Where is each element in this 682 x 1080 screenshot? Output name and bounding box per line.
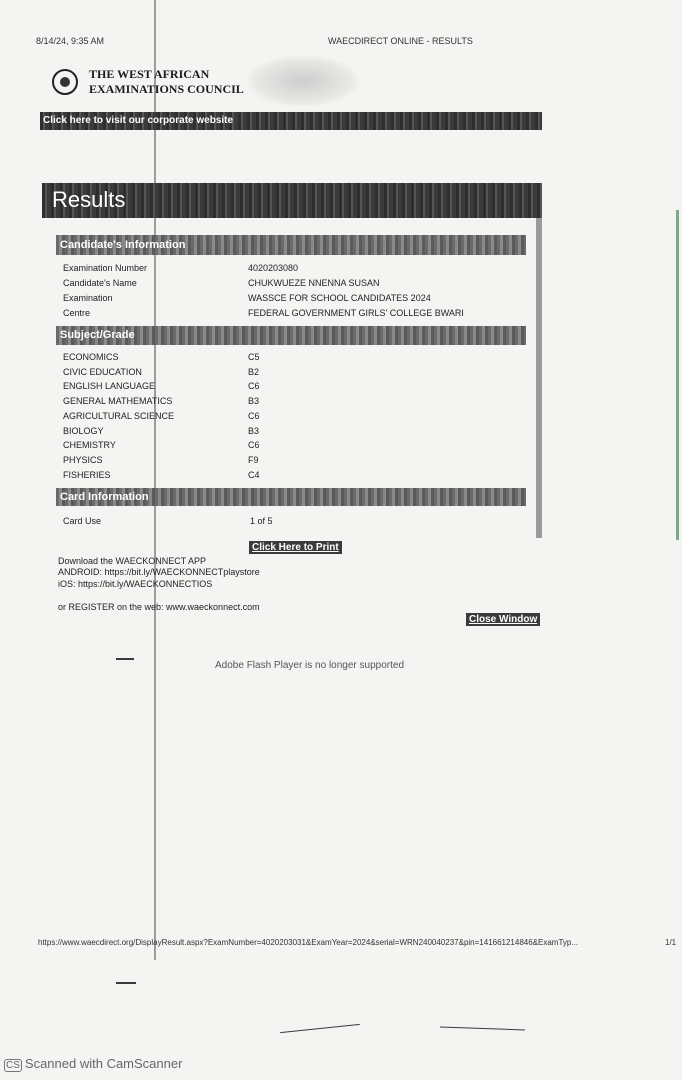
scan-mark bbox=[116, 982, 136, 984]
subject-grade: F9 bbox=[248, 454, 259, 465]
subject-name: AGRICULTURAL SCIENCE bbox=[63, 410, 175, 421]
print-page-title: WAECDIRECT ONLINE - RESULTS bbox=[328, 36, 473, 46]
logo-photo-smudge bbox=[248, 56, 358, 106]
results-heading: Results bbox=[52, 187, 126, 212]
android-link[interactable]: ANDROID: https://bit.ly/WAECKONNECTplaystore bbox=[58, 567, 260, 577]
scan-artifact-right bbox=[676, 210, 679, 540]
subject-name: GENERAL MATHEMATICS bbox=[63, 396, 173, 407]
subject-section-title: Subject/Grade bbox=[60, 329, 135, 341]
card-use-value: 1 of 5 bbox=[250, 516, 273, 526]
subject-grade: C4 bbox=[248, 469, 260, 480]
logo-title-line1: THE WEST AFRICAN bbox=[89, 67, 210, 81]
ios-link[interactable]: iOS: https://bit.ly/WAECKONNECTIOS bbox=[58, 579, 213, 589]
register-web-link[interactable]: or REGISTER on the web: www.waeckonnect.com bbox=[58, 602, 260, 612]
examination-label: Examination bbox=[63, 293, 113, 303]
app-download-line: Download the WAECKONNECT APP bbox=[58, 556, 207, 566]
results-header-bar bbox=[42, 183, 542, 218]
examination-value: WASSCE FOR SCHOOL CANDIDATES 2024 bbox=[248, 293, 431, 303]
card-use-label: Card Use bbox=[63, 516, 102, 526]
subject-name: ECONOMICS bbox=[63, 352, 119, 362]
subject-name: BIOLOGY bbox=[63, 425, 104, 436]
logo-title-line2: EXAMINATIONS COUNCIL bbox=[89, 82, 244, 96]
subject-grade: B3 bbox=[248, 396, 260, 407]
footer-page-number: 1/1 bbox=[665, 938, 677, 947]
subject-section-bar bbox=[56, 326, 526, 345]
subject-name: PHYSICS bbox=[63, 454, 103, 465]
card-section-bar bbox=[56, 488, 526, 506]
flash-notice: Adobe Flash Player is no longer supported bbox=[215, 660, 405, 671]
print-datetime: 8/14/24, 9:35 AM bbox=[36, 36, 105, 46]
subject-name: CIVIC EDUCATION bbox=[63, 366, 142, 377]
subject-grade: C6 bbox=[248, 410, 260, 421]
examination-number-label: Examination Number bbox=[63, 263, 148, 273]
subject-grade: B2 bbox=[248, 366, 260, 377]
subject-name: ENGLISH LANGUAGE bbox=[63, 381, 156, 392]
candidate-section-title: Candidate's Information bbox=[60, 239, 186, 251]
candidate-name-value: CHUKWUEZE NNENNA SUSAN bbox=[248, 278, 380, 288]
waec-logo-icon bbox=[52, 69, 78, 95]
subject-grade: B3 bbox=[248, 425, 260, 436]
footer-url: https://www.waecdirect.org/DisplayResult.aspx?ExamNumber=4020203031&ExamYear=2024&serial=WRN240040237&pin=141661214846&ExamTyp... bbox=[38, 938, 579, 947]
print-button[interactable]: Click Here to Print bbox=[249, 541, 342, 554]
centre-label: Centre bbox=[63, 308, 91, 318]
subject-grade: C6 bbox=[248, 440, 260, 451]
camscanner-watermark bbox=[4, 1056, 182, 1072]
camscanner-text: Scanned with CamScanner bbox=[24, 1056, 183, 1071]
candidate-section-bar bbox=[56, 235, 526, 255]
subject-grade: C6 bbox=[248, 381, 260, 392]
camscanner-logo-icon: CS bbox=[6, 1060, 20, 1071]
subject-name: CHEMISTRY bbox=[63, 440, 116, 451]
candidate-name-label: Candidate's Name bbox=[63, 278, 137, 288]
examination-number-value: 4020203080 bbox=[248, 263, 299, 273]
scan-mark bbox=[440, 1027, 525, 1031]
corporate-website-link[interactable]: Click here to visit our corporate website bbox=[43, 115, 234, 126]
scan-mark bbox=[116, 658, 134, 660]
centre-value: FEDERAL GOVERNMENT GIRLS' COLLEGE BWARI bbox=[248, 308, 464, 318]
scan-mark bbox=[280, 1024, 360, 1033]
subject-name: FISHERIES bbox=[63, 469, 111, 480]
subject-grade: C5 bbox=[248, 352, 260, 362]
card-section-title: Card Information bbox=[60, 491, 149, 503]
close-window-button[interactable]: Close Window bbox=[466, 613, 540, 626]
